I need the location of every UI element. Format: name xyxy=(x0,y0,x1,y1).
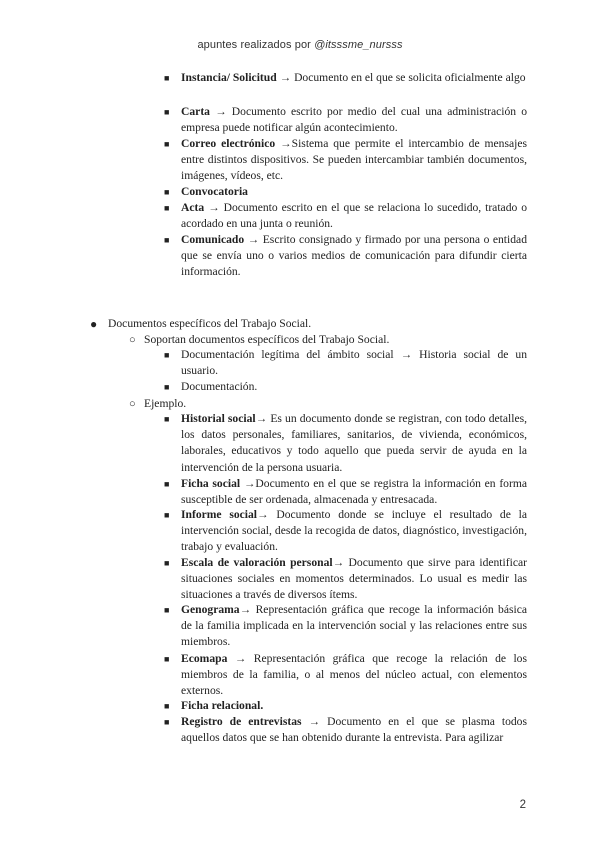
list-item xyxy=(164,200,527,232)
header-prefix: apuntes realizados por xyxy=(197,39,315,51)
list-item xyxy=(164,714,527,746)
list-item xyxy=(164,232,527,281)
term: Comunicado xyxy=(181,233,245,246)
subsection-title: Soportan documentos específicos del Trabajo Social. xyxy=(144,333,390,346)
term: Informe social xyxy=(181,508,258,521)
description: → Documento escrito en el que se relaciona lo sucedido, tratado o acordado en una junta o reunión. xyxy=(181,201,527,231)
square-bullet-icon: ■ xyxy=(164,235,170,245)
square-bullet-icon: ■ xyxy=(164,73,170,83)
list-item xyxy=(164,507,527,556)
description: Documentación legítima del ámbito social → Historia social de un usuario. xyxy=(181,348,527,378)
subsection-item xyxy=(129,332,528,348)
square-bullet-icon: ■ xyxy=(164,382,170,392)
author-handle: @itsssme_nursss xyxy=(314,39,403,51)
square-bullet-icon: ■ xyxy=(164,107,170,117)
section-item xyxy=(90,316,528,332)
description: → Documento donde se incluye el resultado de la intervención social, desde la recogida de datos, diagnóstico, investigación, trabajo y evaluación. xyxy=(181,508,527,554)
list-item xyxy=(164,70,527,86)
description: → Escrito consignado y firmado por una persona o entidad que se envía uno o varios medios de comunicación para difundir cierta información. xyxy=(181,233,527,279)
term: Acta xyxy=(181,201,205,214)
description: → Es un documento donde se registran, con todo detalles, los datos personales, familiares, sanitarios, de vivienda, económicos, laborales, educativos y todo aquello que pueda servir de ayuda en la intervención de la persona usuaria. xyxy=(181,412,528,474)
term: Ficha relacional. xyxy=(181,699,264,712)
term: Historial social xyxy=(181,412,256,425)
description: → Representación gráfica que recoge la relación de los miembros de la familia, o al menos del núcleo actual, con elementos externos. xyxy=(181,652,527,698)
square-bullet-icon: ■ xyxy=(164,605,170,615)
description: → Documento en el que se plasma todos aquellos datos que se han obtenido durante la entrevista. Para agilizar xyxy=(181,715,527,745)
term: Instancia/ Solicitud xyxy=(181,71,277,84)
description: Documentación. xyxy=(181,380,258,393)
subsection-title: Ejemplo. xyxy=(144,397,187,410)
subsection-item xyxy=(129,396,528,412)
list-item xyxy=(164,555,527,604)
page-number: 2 xyxy=(519,799,526,811)
list-item xyxy=(164,476,527,508)
square-bullet-icon: ■ xyxy=(164,139,170,149)
term: Ecomapa xyxy=(181,652,228,665)
term: Convocatoria xyxy=(181,185,248,198)
description: → Documento escrito por medio del cual una administración o empresa puede notificar algún acontecimiento. xyxy=(181,105,527,135)
term: Ficha social xyxy=(181,477,241,490)
square-bullet-icon: ■ xyxy=(164,717,170,727)
square-bullet-icon: ■ xyxy=(164,414,170,424)
list-item xyxy=(164,602,527,651)
square-bullet-icon: ■ xyxy=(164,701,170,711)
term: Registro de entrevistas xyxy=(181,715,302,728)
dot-bullet-icon: ● xyxy=(90,317,98,331)
term: Genograma xyxy=(181,603,240,616)
section-title: Documentos específicos del Trabajo Social. xyxy=(108,317,312,330)
list-item xyxy=(164,347,527,379)
description: →Sistema que permite el intercambio de mensajes entre distintos dispositivos. Se pueden intercambiar también documentos, imágenes, vídeos, etc. xyxy=(181,137,527,183)
term: Correo electrónico xyxy=(181,137,276,150)
description: → Documento que sirve para identificar situaciones sociales en momentos determinados. Lo usual es medir las situaciones a través de diversos ítems. xyxy=(181,556,527,602)
description: → Representación gráfica que recoge la información básica de la familia implicada en la intervención social y las relaciones entre sus miembros. xyxy=(181,603,527,649)
list-item xyxy=(164,104,527,136)
list-item xyxy=(164,184,527,200)
page-header xyxy=(0,37,600,53)
square-bullet-icon: ■ xyxy=(164,510,170,520)
list-item xyxy=(164,651,527,700)
list-item xyxy=(164,411,528,476)
square-bullet-icon: ■ xyxy=(164,654,170,664)
description: →Documento en el que se registra la información en forma susceptible de ser ordenada, almacenada y entresacada. xyxy=(181,477,527,507)
square-bullet-icon: ■ xyxy=(164,203,170,213)
square-bullet-icon: ■ xyxy=(164,187,170,197)
circle-bullet-icon: ○ xyxy=(129,398,136,410)
square-bullet-icon: ■ xyxy=(164,350,170,360)
list-item xyxy=(164,379,527,395)
term: Escala de valoración personal xyxy=(181,556,333,569)
description: → Documento en el que se solicita oficialmente algo xyxy=(276,71,526,84)
square-bullet-icon: ■ xyxy=(164,558,170,568)
term: Carta xyxy=(181,105,210,118)
square-bullet-icon: ■ xyxy=(164,479,170,489)
list-item xyxy=(164,698,527,714)
circle-bullet-icon: ○ xyxy=(129,334,136,346)
list-item xyxy=(164,136,527,185)
